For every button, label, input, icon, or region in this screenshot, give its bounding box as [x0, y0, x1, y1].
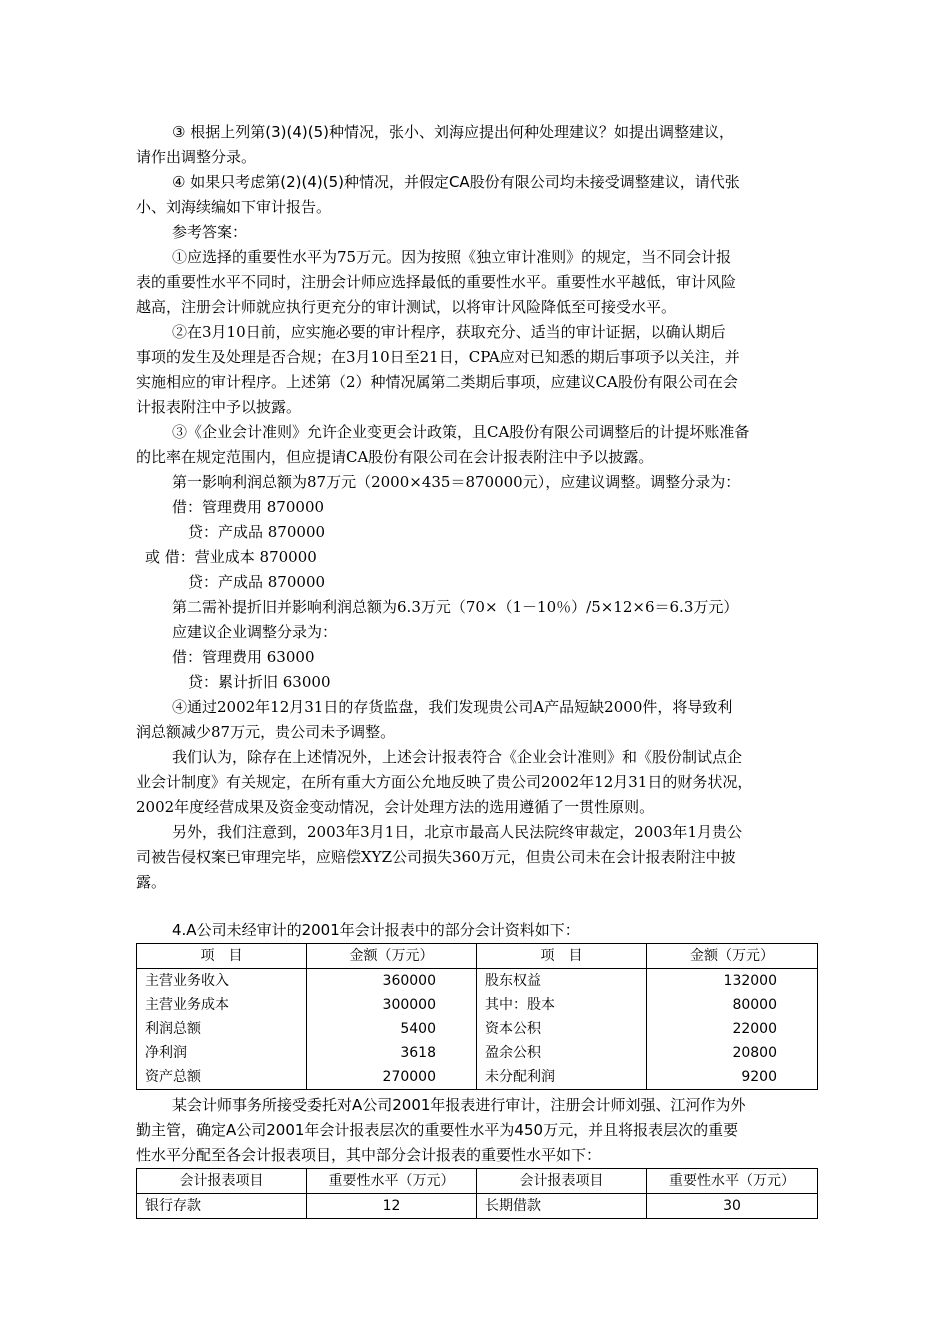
column-header: 会计报表项目: [137, 1169, 307, 1194]
answer-3-line: ③《企业会计准则》允许企业变更会计政策，且CA股份有限公司调整后的计提坏账准备: [172, 423, 750, 441]
amount-cell: 12: [307, 1194, 477, 1219]
answer-4-line: ④通过2002年12月31日的存货监盘，我们发现贵公司A产品短缺2000件，将导致利: [172, 698, 733, 716]
item-cell: 利润总额: [137, 1017, 307, 1041]
other-matter-line: 司被告侵权案已审理完毕，应赔偿XYZ公司损失360万元，但贵公司未在会计报表附注中披: [136, 848, 736, 866]
amount-cell: 132000: [647, 969, 818, 994]
item-cell: 银行存款: [137, 1194, 307, 1219]
column-header: 金额（万元）: [307, 944, 477, 969]
answer-4-line: 润总额减少87万元，贵公司未予调整。: [136, 723, 396, 741]
column-header: 重要性水平（万元）: [647, 1169, 818, 1194]
column-header: 项 目: [477, 944, 647, 969]
amount-cell: 5400: [307, 1017, 477, 1041]
table-row: [137, 1017, 818, 1041]
question-4-cont: 小、刘海续编如下审计报告。: [136, 198, 332, 216]
materiality-table: [136, 1168, 818, 1219]
amount-cell: 3618: [307, 1041, 477, 1065]
item-cell: 主营业务收入: [137, 969, 307, 994]
journal-entry: 贷：产成品 870000: [188, 523, 326, 541]
question-3: ③ 根据上列第(3)(4)(5)种情况，张小、刘海应提出何种处理建议？如提出调整建议，: [172, 123, 734, 141]
column-header: 项 目: [137, 944, 307, 969]
opinion-line: 业会计制度》有关规定，在所有重大方面公允地反映了贵公司2002年12月31日的财务状况，: [136, 773, 753, 791]
opinion-line: 我们认为，除存在上述情况外，上述会计报表符合《企业会计准则》和《股份制试点企: [172, 748, 743, 766]
item-cell: 未分配利润: [477, 1065, 647, 1090]
column-header: 金额（万元）: [647, 944, 818, 969]
item-cell: 净利润: [137, 1041, 307, 1065]
second-adjustment: 第二需补提折旧并影响利润总额为6.3万元（70×（1－10％）/5×12×6＝6.3万元）: [172, 598, 739, 616]
question-4: ④ 如果只考虑第(2)(4)(5)种情况，并假定CA股份有限公司均未接受调整建议，请代张: [172, 173, 740, 191]
item-cell: 股东权益: [477, 969, 647, 994]
amount-cell: 300000: [307, 993, 477, 1017]
item-cell: 主营业务成本: [137, 993, 307, 1017]
opinion-line: 2002年度经营成果及资金变动情况，会计处理方法的选用遵循了一贯性原则。: [136, 798, 655, 816]
amount-cell: 360000: [307, 969, 477, 994]
question-3-cont: 请作出调整分录。: [136, 148, 257, 166]
answer-2-line: 事项的发生及处理是否合规；在3月10日至21日，CPA应对已知悉的期后事项予以关注，并: [136, 348, 740, 366]
amount-cell: 9200: [647, 1065, 818, 1090]
second-adjustment-cont: 应建议企业调整分录为：: [172, 623, 338, 641]
journal-entry: 贷：产成品 870000: [188, 573, 326, 591]
table-row: [137, 993, 818, 1017]
other-matter-line: 露。: [136, 873, 167, 891]
table-row: [137, 1041, 818, 1065]
item-cell: 长期借款: [477, 1194, 647, 1219]
amount-cell: 80000: [647, 993, 818, 1017]
item-cell: 盈余公积: [477, 1041, 647, 1065]
materiality-paragraph-line: 性水平分配至各会计报表项目，其中部分会计报表的重要性水平如下：: [136, 1146, 602, 1164]
answer-1-line: 表的重要性水平不同时，注册会计师应选择最低的重要性水平。重要性水平越低，审计风险: [136, 273, 737, 291]
table-row: [137, 969, 818, 994]
journal-entry: 或 借：营业成本 870000: [145, 548, 317, 566]
item-cell: 其中：股本: [477, 993, 647, 1017]
answer-2-line: 计报表附注中予以披露。: [136, 398, 302, 416]
answer-3-line: 的比率在规定范围内，但应提请CA股份有限公司在会计报表附注中予以披露。: [136, 448, 654, 466]
journal-entry: 贷：累计折旧 63000: [188, 673, 331, 691]
column-header: 会计报表项目: [477, 1169, 647, 1194]
materiality-paragraph-line: 勤主管，确定A公司2001年会计报表层次的重要性水平为450万元，并且将报表层次的重要: [136, 1121, 739, 1139]
financial-data-table: [136, 943, 818, 1090]
journal-entry: 借：管理费用 870000: [172, 498, 325, 516]
problem-4-intro: 4.A公司未经审计的2001年会计报表中的部分会计资料如下：: [172, 921, 580, 939]
answer-2-line: ②在3月10日前，应实施必要的审计程序，获取充分、适当的审计证据，以确认期后: [172, 323, 726, 341]
amount-cell: 22000: [647, 1017, 818, 1041]
item-cell: 资本公积: [477, 1017, 647, 1041]
answer-1-line: 越高，注册会计师就应执行更充分的审计测试，以将审计风险降低至可接受水平。: [136, 298, 677, 316]
amount-cell: 20800: [647, 1041, 818, 1065]
column-header: 重要性水平（万元）: [307, 1169, 477, 1194]
answer-2-line: 实施相应的审计程序。上述第（2）种情况属第二类期后事项，应建议CA股份有限公司在会: [136, 373, 738, 391]
materiality-paragraph-line: 某会计师事务所接受委托对A公司2001年报表进行审计，注册会计师刘强、江河作为外: [172, 1096, 746, 1114]
answer-heading: 参考答案：: [172, 223, 248, 241]
journal-entry: 借：管理费用 63000: [172, 648, 315, 666]
table-header-row: [137, 1169, 818, 1194]
amount-cell: 270000: [307, 1065, 477, 1090]
table-row: [137, 1065, 818, 1090]
amount-cell: 30: [647, 1194, 818, 1219]
table-row: [137, 1194, 818, 1219]
table-header-row: [137, 944, 818, 969]
first-adjustment: 第一影响利润总额为87万元（2000×435＝870000元），应建议调整。调整分录为：: [172, 473, 741, 491]
answer-1-line: ①应选择的重要性水平为75万元。因为按照《独立审计准则》的规定，当不同会计报: [172, 248, 732, 266]
item-cell: 资产总额: [137, 1065, 307, 1090]
other-matter-line: 另外，我们注意到，2003年3月1日，北京市最高人民法院终审裁定，2003年1月贵公: [172, 823, 742, 841]
